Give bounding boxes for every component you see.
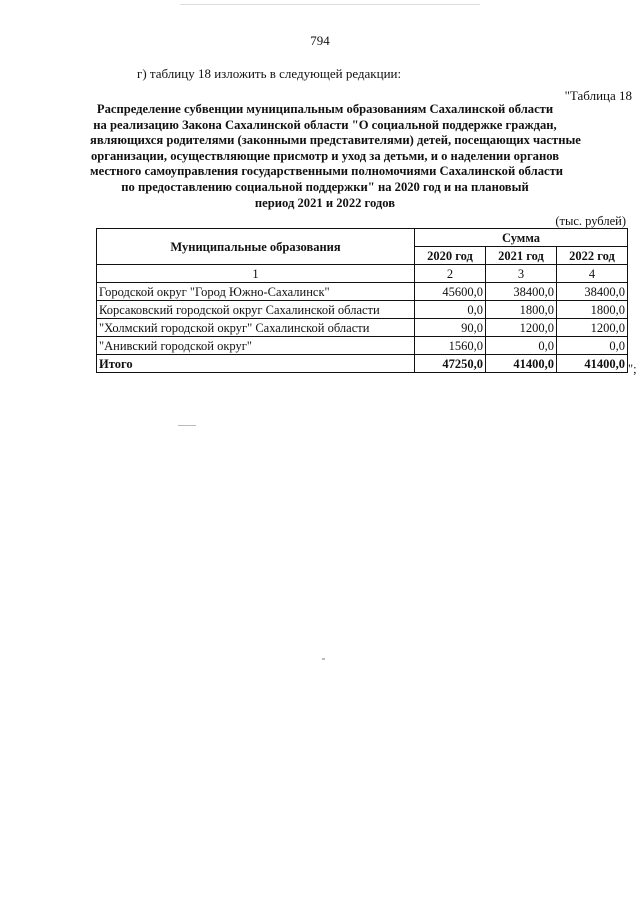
total-value-2020: 47250,0 [415, 355, 486, 373]
row-value-2020: 90,0 [415, 319, 486, 337]
title-line: организации, осуществляющие присмотр и уход за детьми, и о наделении органов [90, 148, 560, 163]
total-value-2022: 41400,0 [557, 355, 628, 373]
row-value-2020: 1560,0 [415, 337, 486, 355]
scan-artifact [178, 425, 196, 426]
header-year-2021: 2021 год [486, 247, 557, 265]
row-value-2022: 0,0 [557, 337, 628, 355]
total-row [97, 355, 628, 373]
table-row [97, 301, 628, 319]
column-number-row [97, 265, 628, 283]
table-header-row [97, 229, 628, 247]
scan-artifact [322, 658, 325, 660]
row-value-2021: 1800,0 [486, 301, 557, 319]
row-value-2021: 38400,0 [486, 283, 557, 301]
row-municipality: "Анивский городской округ" [97, 337, 415, 355]
intro-text: г) таблицу 18 изложить в следующей редакции: [137, 66, 402, 81]
scan-artifact [180, 4, 480, 5]
title-line: являющихся родителями (законными представителями) детей, посещающих частные [90, 133, 581, 148]
row-municipality: Корсаковский городской округ Сахалинской области [97, 301, 415, 319]
title-line: по предоставлению социальной поддержки" на 2020 год и на плановый [121, 179, 529, 194]
table-row [97, 283, 628, 301]
closing-quote: "; [628, 362, 637, 376]
table-label: "Таблица 18 [564, 88, 632, 103]
row-value-2020: 45600,0 [415, 283, 486, 301]
col-number: 2 [415, 265, 486, 283]
table-row [97, 319, 628, 337]
title-line: период 2021 и 2022 годов [254, 195, 396, 210]
row-municipality: Городской округ "Город Южно-Сахалинск" [97, 283, 415, 301]
row-municipality: "Холмский городской округ" Сахалинской области [97, 319, 415, 337]
row-value-2022: 1800,0 [557, 301, 628, 319]
row-value-2022: 1200,0 [557, 319, 628, 337]
row-value-2021: 1200,0 [486, 319, 557, 337]
table-title [90, 102, 581, 211]
col-number: 4 [557, 265, 628, 283]
total-value-2021: 41400,0 [486, 355, 557, 373]
col-number: 3 [486, 265, 557, 283]
title-line: местного самоуправления государственными полномочиями Сахалинской области [90, 164, 564, 179]
page-number: 794 [310, 33, 330, 48]
total-label: Итого [97, 355, 415, 373]
row-value-2021: 0,0 [486, 337, 557, 355]
title-line: на реализацию Закона Сахалинской области "О социальной поддержке граждан, [93, 117, 557, 132]
col-number: 1 [97, 265, 415, 283]
header-year-2020: 2020 год [415, 247, 486, 265]
units-label: (тыс. рублей) [555, 214, 626, 228]
table-row [97, 337, 628, 355]
title-line: Распределение субвенции муниципальным образованиям Сахалинской области [96, 102, 554, 116]
header-municipalities: Муниципальные образования [97, 229, 415, 265]
row-value-2022: 38400,0 [557, 283, 628, 301]
header-year-2022: 2022 год [557, 247, 628, 265]
row-value-2020: 0,0 [415, 301, 486, 319]
header-sum: Сумма [415, 229, 628, 247]
subvention-table [96, 228, 628, 373]
